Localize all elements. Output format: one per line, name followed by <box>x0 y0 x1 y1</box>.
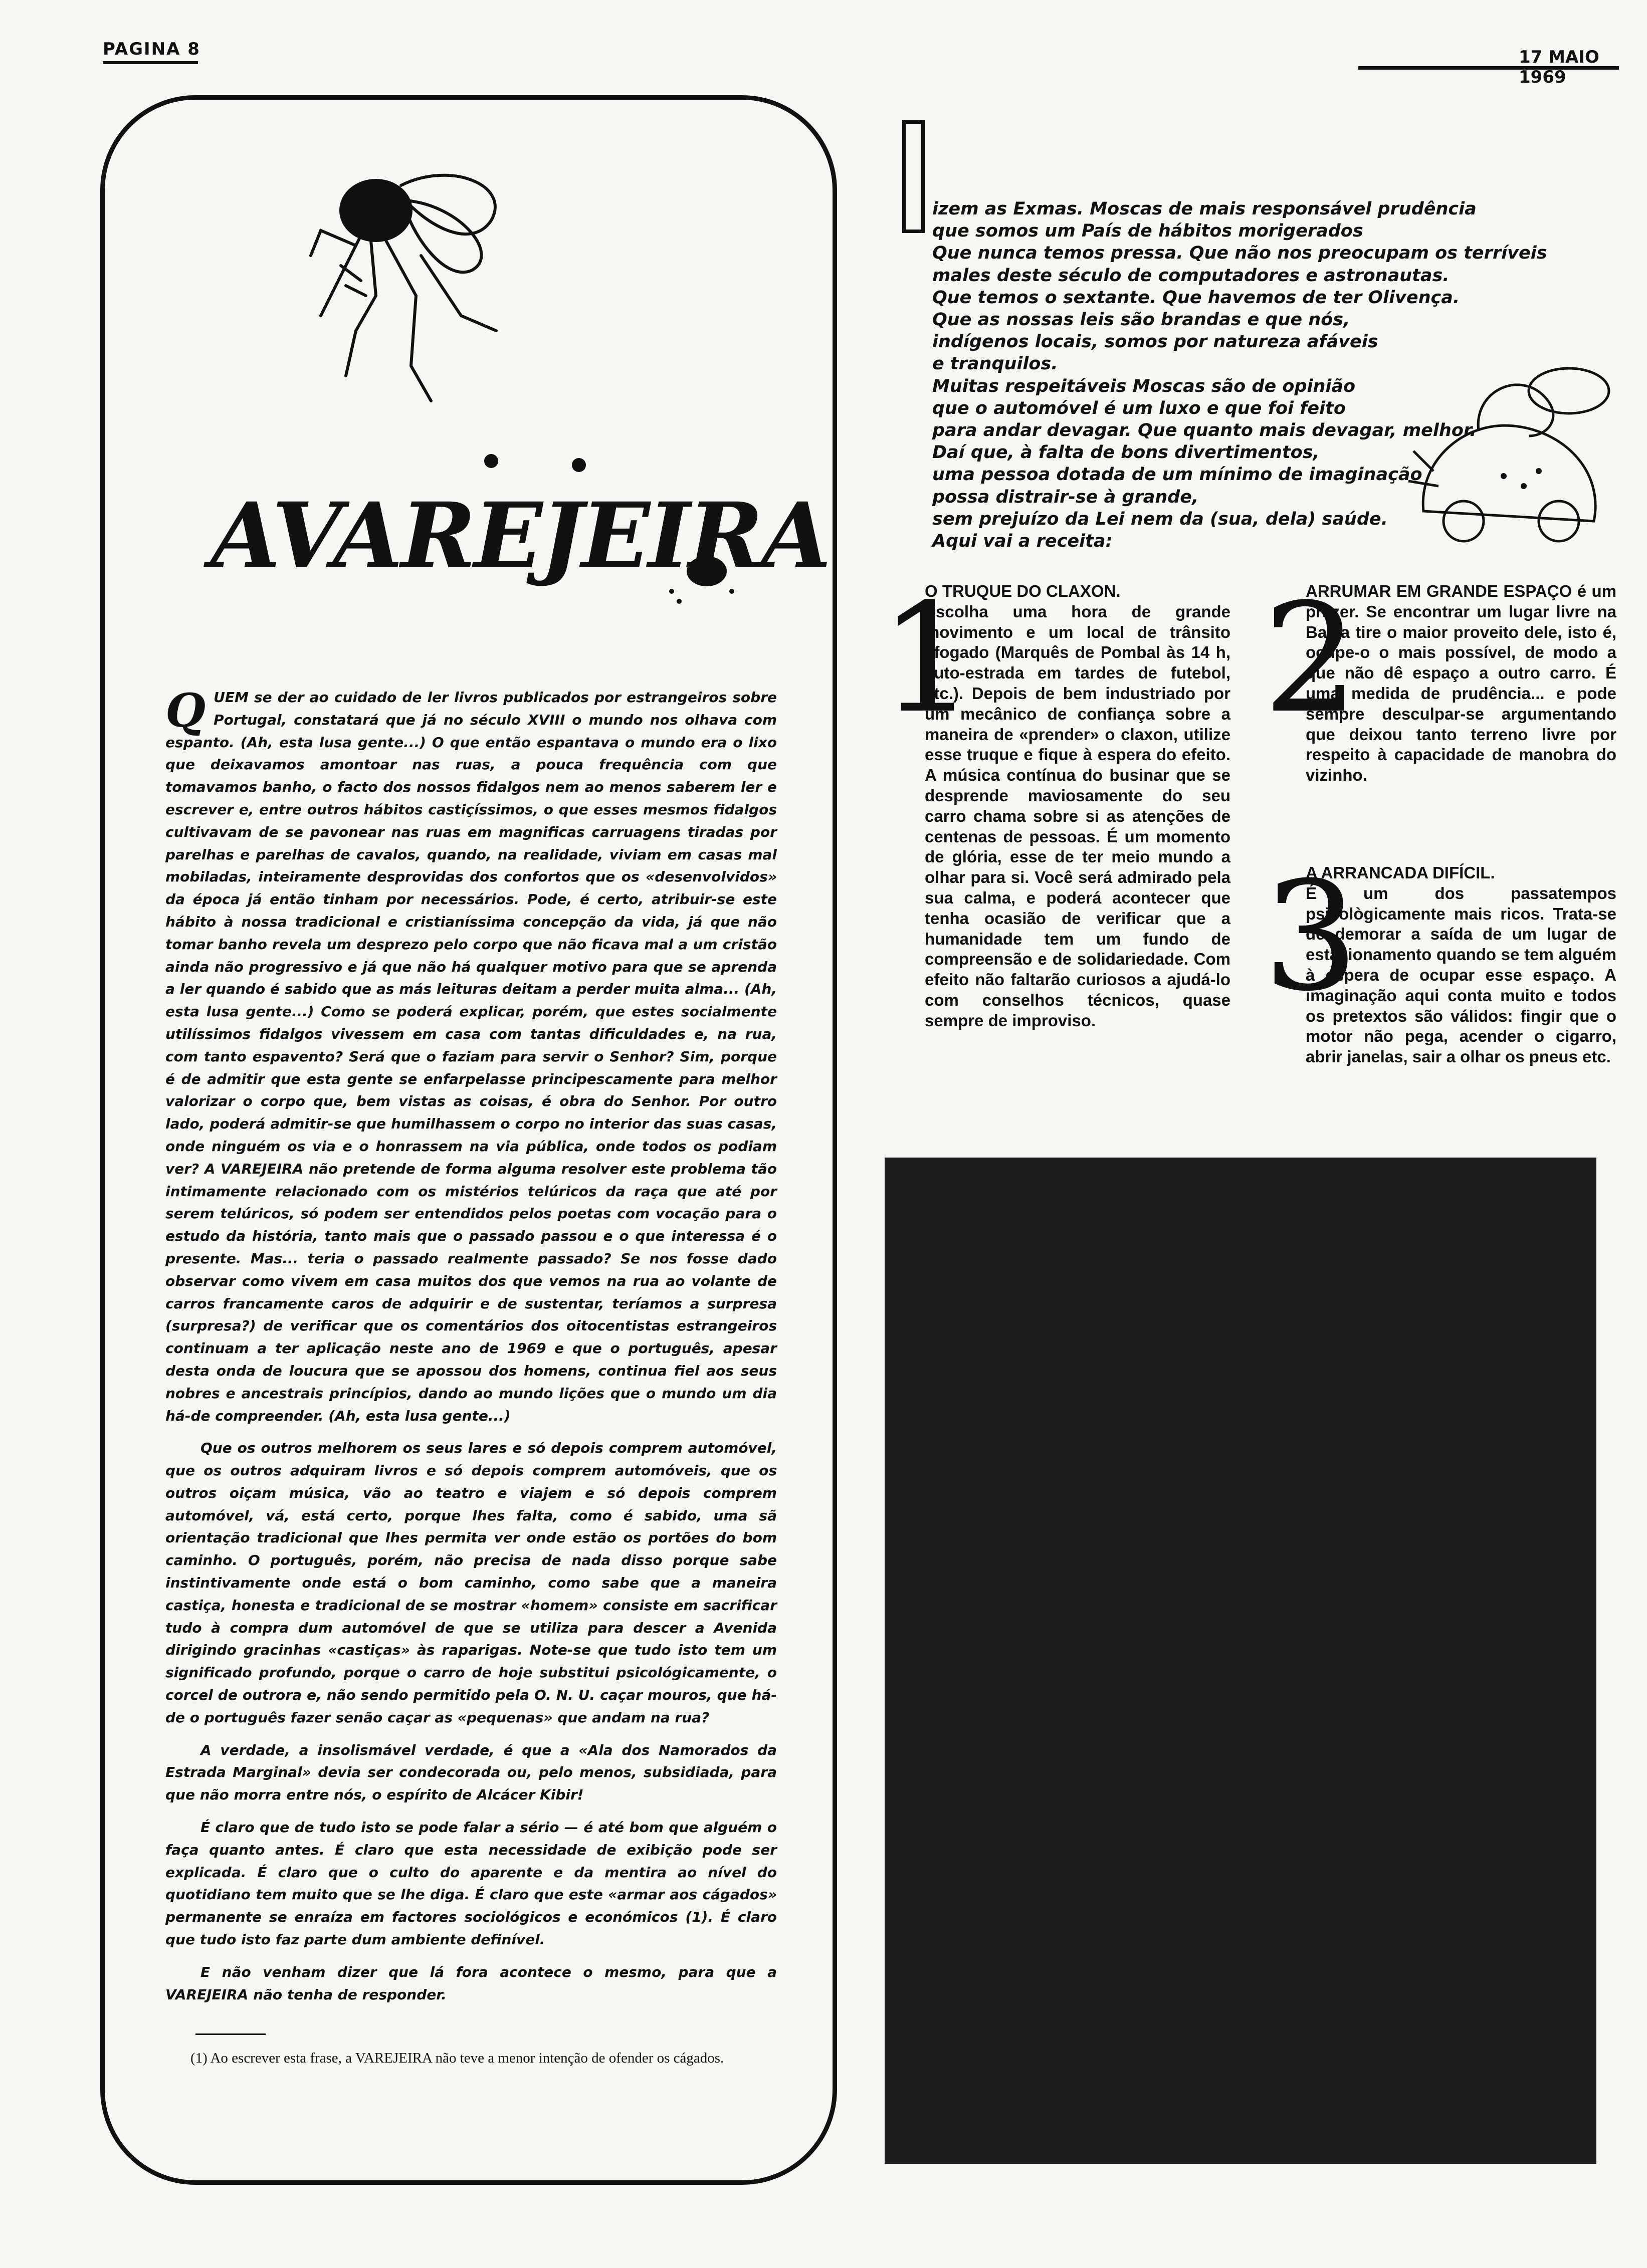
section-1-text: Escolha uma hora de grande movimento e um local de trânsito afogado (Marquês de Pombal às 14 h, auto-estrada em tardes de futebol, etc.). Depois de bem industriado por um mecânico de confiança sobre a maneira de «prender» o claxon, utilize esse truque e fique à espera do efeito. A música contínua do businar que se desprende maviosamente do seu carro chama sobre si as atenções de centenas de pessoas. É um momento de glória, esse de ter meio mundo a olhar para si. Você será admirado pela sua calma, e poderá acontecer que tenha ocasião de verificar que a humanidade tem um fundo de compreensão e de solidariedade. Com efeito não faltarão curiosos a ajudá-lo com conselhos técnicos, quase sempre de improviso. <box>925 602 1230 1030</box>
article-paragraph-4: É claro que de tudo isto se pode falar a sério — é até bom que alguém o faça quanto antes. É claro que esta necessidade de exibição pode ser explicada. É claro que o culto do aparente e da mentira ao nível do quotidiano tem muito que se lhe diga. É claro que este «armar aos cágados» permanente se enraíza em factores sociológicos e económicos (1). É claro que tudo isto faz parte dum ambiente definível. <box>165 1819 777 1948</box>
drop-cap-q: Q <box>165 684 206 738</box>
article-paragraph-2: Que os outros melhorem os seus lares e só depois comprem automóvel, que os outros adquiram livros e só depois comprem automóveis, que os outros oiçam música, vão ao teatro e viajem e só depois comprem automóvel, vá, está certo, porque lhes falta, como é sabido, uma sã orientação tradicional que lhes permita ver onde estão os portões do bom caminho. O português, porém, não precisa de nada disso porque sabe instintivamente onde está o bom caminho, como sabe que a maneira castiça, honesta e tradicional de se mostrar «homem» consiste em sacrificar tudo à compra dum automóvel de que se utiliza para descer a Avenida dirigindo gracinhas «castiças» às raparigas. Note-se que tudo isto tem um significado profundo, porque o carro de hoje substitui psicológicamente, o corcel de outrora e, não sendo permitido pela O. N. U. caçar mouros, que há-de o português fazer senão caçar as «pequenas» que andam na rua? <box>165 1440 777 1726</box>
issue-date: 17 MAIO 1969 <box>1519 47 1599 87</box>
drop-cap-d <box>902 120 925 233</box>
section-2-heading: ARRUMAR EM GRANDE ESPAÇO <box>1306 582 1572 600</box>
footnote-rule <box>195 2033 266 2035</box>
section-1-heading: O TRUQUE DO CLAXON. <box>925 582 1121 600</box>
section-number-1: 1 <box>880 571 975 746</box>
car-cartoon <box>1403 361 1614 551</box>
section-2-text: é um prazer. Se encontrar um lugar livre na Baixa tire o maior proveito dele, isto é, ocupe-o o mais possível, de modo a que não dê espaço a outro carro. É uma medida de prudência... e pode sempre desculpar-se argumentando que deixou tanto terreno livre por respeito à capacidade de manobra do vizinho. <box>1306 582 1617 785</box>
intro-text: izem as Exmas. Moscas de mais responsável prudência que somos um País de hábitos morigerados Que nunca temos pressa. Que não nos preocupam os terríveis males deste século de computadores e astronautas. Que temos o sextante. Que havemos de ter Olivença. Que as nossas leis são brandas e que nós, indígenos locais, somos por natureza afáveis e tranquilos. Muitas respeitáveis Moscas são de opinião que o automóvel é um luxo e que foi feito para andar devagar. Que quanto mais devagar, melhor. Daí que, à falta de bons divertimentos, uma pessoa dotada de um mínimo de imaginação possa distrair-se à grande, sem prejuízo da Lei nem da (sua, dela) saúde. Aqui vai a receita: <box>932 199 1547 552</box>
fly-illustration <box>301 165 521 416</box>
article-paragraph-3: A verdade, a insolismável verdade, é que a «Ala dos Namorados da Estrada Marginal» devia ser condecorada ou, pelo menos, subsidiada, para que não morra entre nós, o espírito de Alcácer Kibir! <box>165 1741 777 1803</box>
section-1 <box>925 581 1230 1031</box>
header-rule-left <box>103 61 198 64</box>
article-paragraph-5: E não venham dizer que lá fora acontece o mesmo, para que a VAREJEIRA não tenha de responder. <box>165 1963 777 2003</box>
page-number: PAGINA 8 <box>103 39 200 59</box>
section-3 <box>1306 863 1616 1067</box>
varejeira-article <box>165 684 777 2016</box>
section-3-text: É um dos passatempos psicològicamente mais ricos. Trata-se de demorar a saída de um lugar de estacionamento quando se tem alguém à espera de ocupar esse espaço. A imaginação aqui conta muito e todos os pretextos são válidos: fingir que o motor não pega, acender o cigarro, abrir janelas, sair a olhar os pneus etc. <box>1306 883 1616 1066</box>
section-2 <box>1306 581 1616 786</box>
article-paragraph-1: QUEM se der ao cuidado de ler livros publicados por estrangeiros sobre Portugal, constatará que já no século XVIII o mundo nos olhava com espanto. (Ah, esta lusa gente...) O que então espantava o mundo era o lixo que deixavamos amontoar nas ruas, a pouca frequência com que tomavamos banho, o facto dos nossos fidalgos nem ao menos saberem ler e escrever e, entre outros hábitos castiçíssimos, o que esses mesmos fidalgos cultivavam de se pavonear nas ruas em magnificas carruagens tiradas por parelhas e parelhas de cavalos, quando, na realidade, viviam em casas mal mobiladas, inteiramente desprovidas dos confortos que os «desenvolvidos» da época já então tinham por necessários. Pode, é certo, atribuir-se este hábito à nossa tradicional e cristianíssima concepção da vida, já que não tomar banho revela um desprezo pelo corpo que não ficava mal a um cristão ainda não progressivo e já que não há qualquer motivo para que se aprenda a ler quando é sabido que as más leituras deitam a perder muita alma... (Ah, esta lusa gente...) Como se poderá explicar, porém, que estes socialmente utilíssimos fidalgos vivessem em casa com tantas dificuldades e, na rua, com tanto espavento? Será que o faziam para servir o Senhor? Sim, porque é de admitir que esta gente se enfarpelasse principescamente para melhor valorizar o corpo que, bem vistas as coisas, é obra do Senhor. Por outro lado, poderá admitir-se que humilhassem o corpo no interior das suas casas, onde ninguém os via e o honrassem na via pública, onde todos os podiam ver? A VAREJEIRA não pretende de forma alguma resolver este problema tão intimamente relacionado com os mistérios telúricos da raça que até por serem telúricos, só podem ser entendidos pelos poetas com vocação para o estudo da história, tanto mais que o passado passou e o que interessa é o presente. Mas... teria o passado realmente passado? Se nos fosse dado observar como vivem em casa muitos dos que vemos na rua ao volante de carros francamente caros de adquirir e de sustentar, teríamos a surpresa (surpresa?) de verificar que os comentários dos oitocentistas estrangeiros continuam a ter aplicação neste ano de 1969 e que o português, apesar desta onda de loucura que se apossou dos homens, continua fiel aos seus nobres e ancestrais princípios, dando ao mundo lições que o mundo um dia há-de compreender. (Ah, esta lusa gente...) <box>165 684 777 1424</box>
dark-photograph <box>885 1158 1596 2164</box>
section-number-2: 2 <box>1263 571 1359 746</box>
footnote: (1) Ao escrever esta frase, a VAREJEIRA não teve a menor intenção de ofender os cágados. <box>190 2050 724 2066</box>
section-number-3: 3 <box>1263 849 1359 1024</box>
varejeira-logo: AVAREJEIRA <box>211 483 830 589</box>
section-3-heading: A ARRANCADA DIFÍCIL. <box>1306 863 1495 882</box>
